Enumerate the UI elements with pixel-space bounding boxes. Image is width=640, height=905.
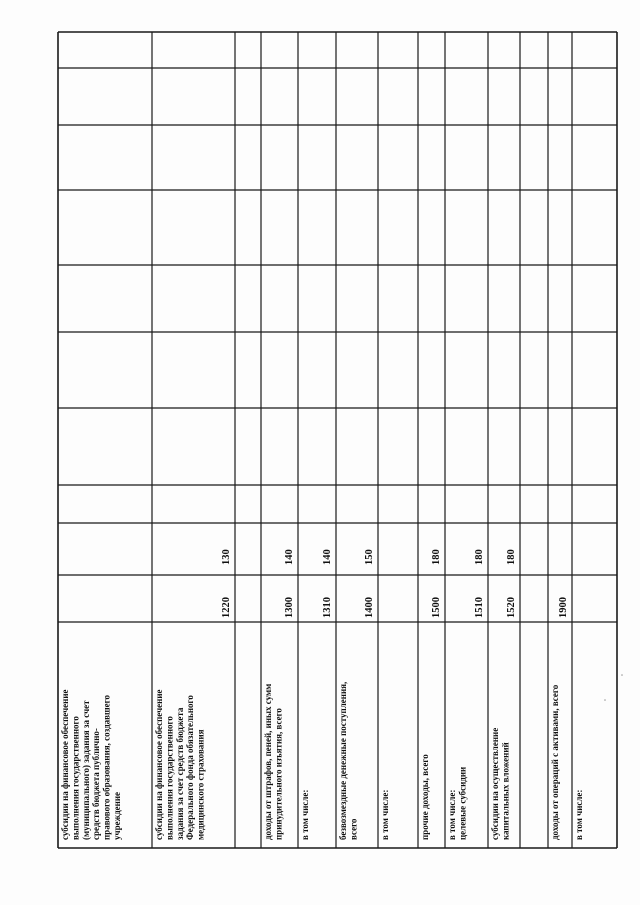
row-label-line: субсидии на финансовое обеспечение [60,689,70,840]
row-label-line: задания за счет средств бюджета [174,707,185,840]
row-label-line: всего [348,818,359,840]
row-label-line: в том числе: [380,789,390,840]
row-label-line: принудительного изъятия, всего [273,708,284,840]
line-code: 1300 [284,597,295,618]
row-label-line: учреждение [112,791,122,840]
kbk-code: 180 [506,549,517,565]
row-label-line: субсидии на финансовое обеспечение [154,689,164,840]
row-label-line: медицинского страхования [195,729,206,840]
row-label-line: целевые субсидии [457,766,468,840]
row-label-line: средств бюджета публично- [91,728,102,840]
row-label-line: в том числе: [574,789,584,840]
scan-speck [604,699,606,701]
kbk-code: 130 [221,549,232,565]
line-code: 1310 [322,597,333,618]
line-code: 1400 [364,597,375,618]
row-label-line: капитальных вложений [500,742,511,840]
row-label-line: прочие доходы, всего [420,754,430,840]
kbk-code: 180 [431,549,442,565]
row-label-line: доходы от штрафов, пеней, иных сумм [263,683,273,840]
line-code: 1520 [506,597,517,618]
row-label-line: (муниципального) задания за счет [80,700,91,840]
kbk-code: 140 [284,549,295,565]
line-code: 1500 [431,597,442,618]
kbk-code: 180 [474,549,485,565]
line-code: 1510 [474,597,485,618]
row-label-line: в том числе: [300,789,310,840]
row-label-line: субсидии на осуществление [490,727,500,840]
row-label-line: выполнения государственного [164,716,175,840]
row-label-line: правового образования, создавшего [101,695,112,840]
row-label-line: безвозмездные денежные поступления, [338,681,348,840]
row-label-line: Федерального фонда обязательного [185,695,196,840]
line-code: 1220 [221,597,232,618]
row-label-line: доходы от операций с активами, всего [550,684,560,840]
row-label-line: в том числе: [447,789,457,840]
row-label-line: выполнения государственного [70,716,81,840]
kbk-code: 150 [364,549,375,565]
scan-speck [621,674,623,676]
kbk-code: 140 [322,549,333,565]
line-code: 1900 [558,597,569,618]
